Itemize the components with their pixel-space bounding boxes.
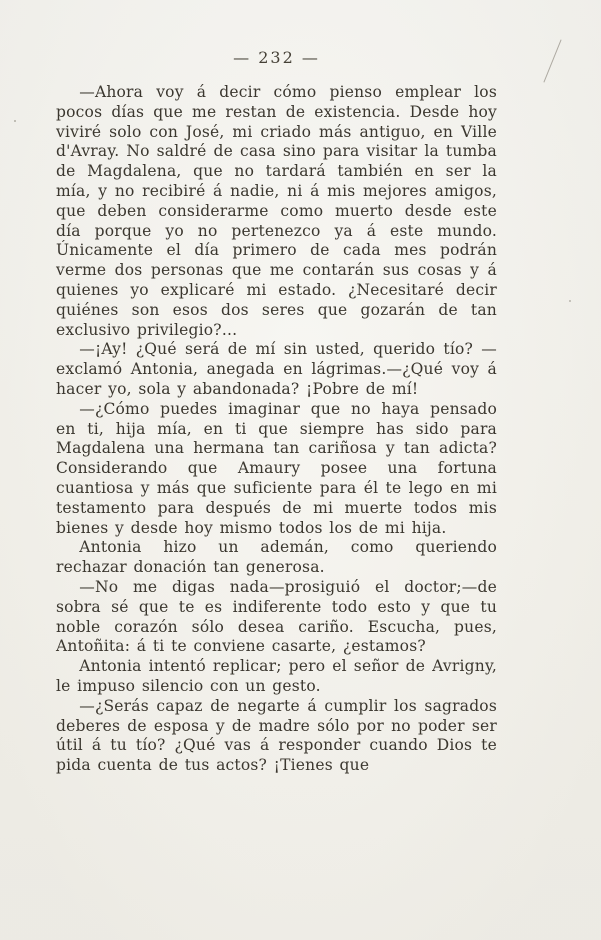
scan-crease-artifact xyxy=(543,39,561,82)
paragraph-5: —No me digas nada—prosiguió el doctor;—de sobra sé que te es indiferente todo esto y que tu noble corazón sólo desea cariño. Escucha, pues, Antoñita: á ti te conviene casarte, ¿estamos? xyxy=(56,577,497,656)
paragraph-3: —¿Cómo puedes imaginar que no haya pensado en ti, hija mía, en ti que siempre has sido para Magdalena una hermana tan cariñosa y tan adicta? Considerando que Amaury posee una fortuna cuantiosa y más que suficiente para él te lego en mi testamento para después de mi muerte todos mis bienes y desde hoy mismo todos los de mi hija. xyxy=(56,399,497,537)
page-number: — 232 — xyxy=(233,48,320,67)
scan-speck-artifact xyxy=(569,300,571,302)
paragraph-1: —Ahora voy á decir cómo pienso emplear los pocos días que me restan de existencia. Desde hoy viviré solo con José, mi criado más antiguo, en Ville d'Avray. No saldré de casa sino para visitar la tumba de Magdalena, que no tardará también en ser la mía, y no recibiré á nadie, ni á mis mejores amigos, que deben considerarme como muerto desde este día porque yo no pertenezco ya á este mundo. Únicamente el día primero de cada mes podrán verme dos personas que me contarán sus cosas y á quienes yo explicaré mi estado. ¿Necesitaré decir quiénes son esos dos seres que gozarán de tan exclusivo privilegio?... xyxy=(56,83,497,339)
paragraph-6: Antonia intentó replicar; pero el señor de Avrigny, le impuso silencio con un gesto. xyxy=(56,657,497,695)
paragraph-4: Antonia hizo un ademán, como queriendo rechazar donación tan generosa. xyxy=(56,538,497,577)
page-body xyxy=(56,83,497,776)
paragraph-7: —¿Serás capaz de negarte á cumplir los sagrados deberes de esposa y de madre sólo por no poder ser útil á tu tío? ¿Qué vas á responder cuando Dios te pida cuenta de tus actos? ¡Tienes que xyxy=(56,696,497,775)
scan-speck-artifact xyxy=(14,120,16,122)
paragraph-2: —¡Ay! ¿Qué será de mí sin usted, querido tío? —exclamó Antonia, anegada en lágrimas.—¿Qué voy á hacer yo, sola y abandonada? ¡Pobre de mí! xyxy=(56,340,497,398)
